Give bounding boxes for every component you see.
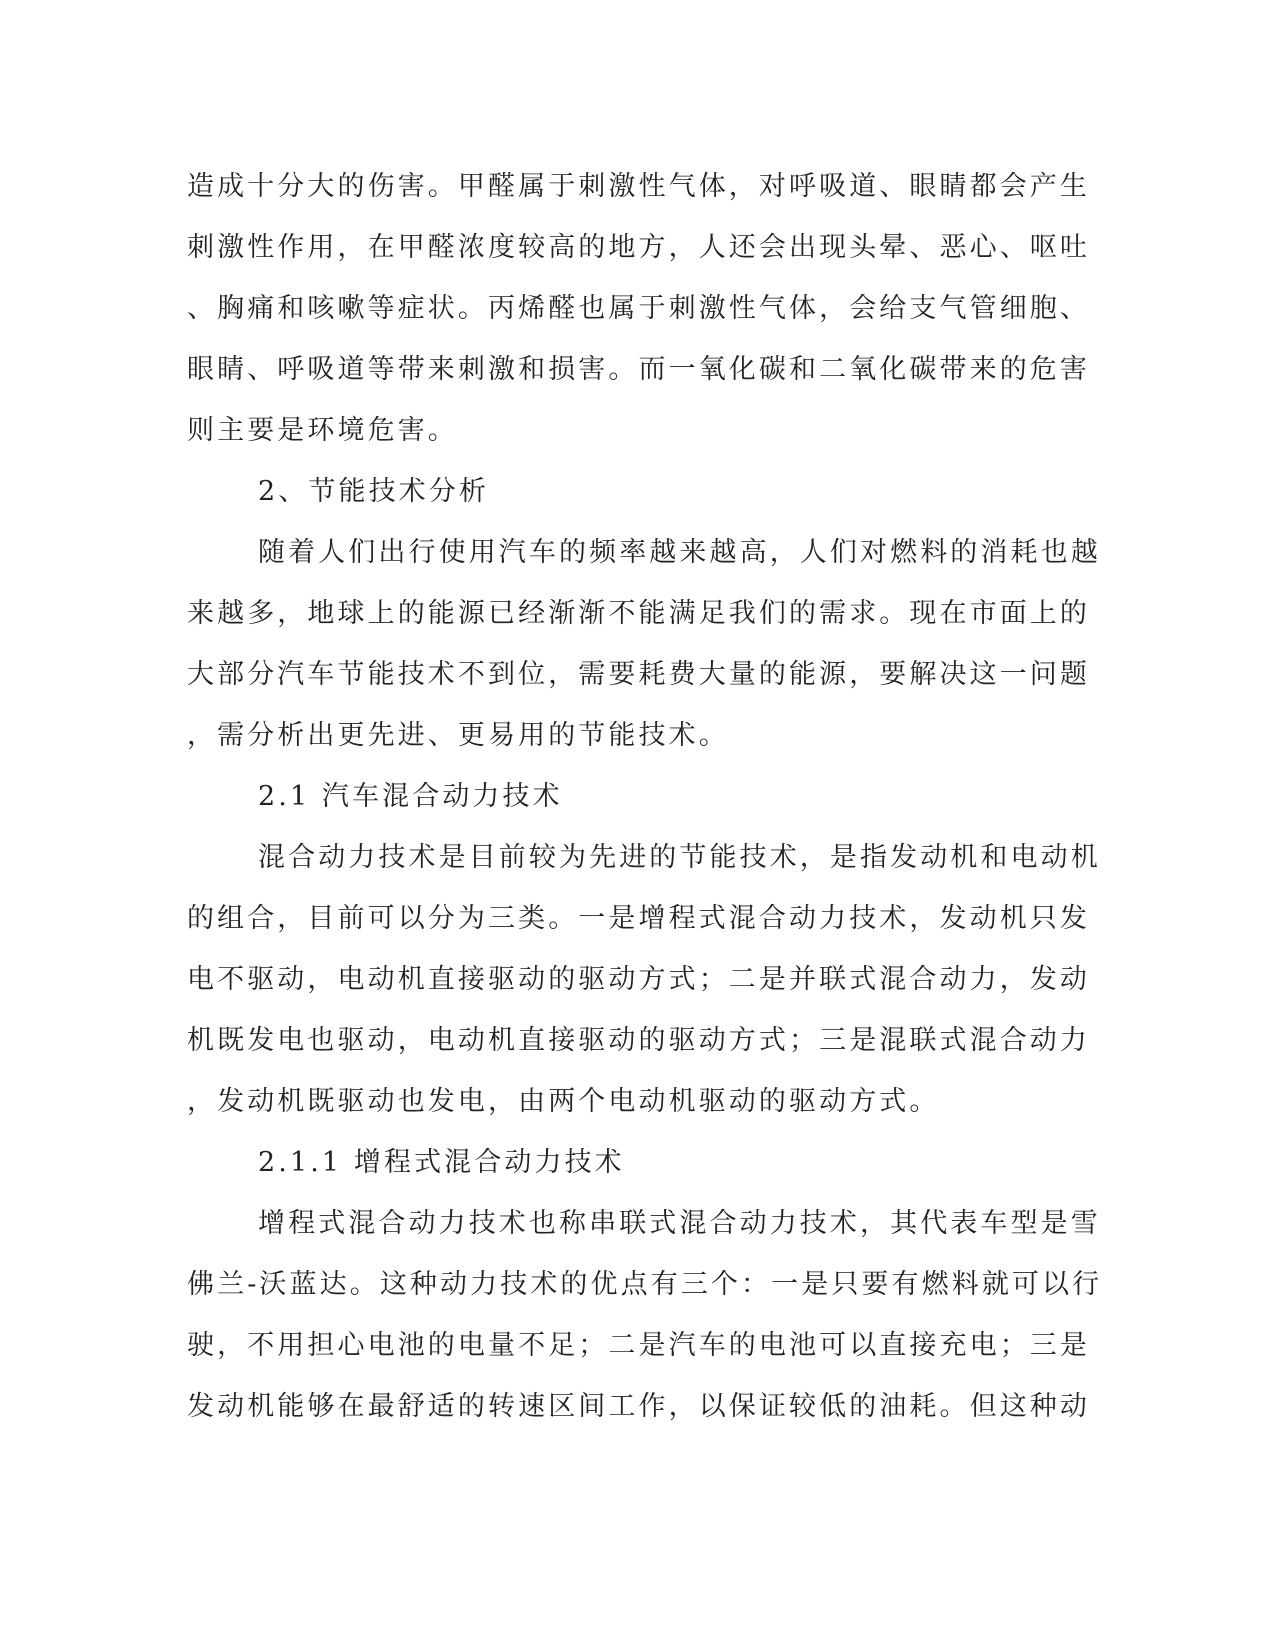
text-line: 刺激性作用，在甲醛浓度较高的地方，人还会出现头晕、恶心、呕吐 xyxy=(187,232,1090,263)
text-line: ，发动机既驱动也发电，由两个电动机驱动的驱动方式。 xyxy=(187,1086,940,1117)
text-line: 、胸痛和咳嗽等症状。丙烯醛也属于刺激性气体，会给支气管细胞、 xyxy=(187,293,1090,324)
text-line: 的组合，目前可以分为三类。一是增程式混合动力技术，发动机只发 xyxy=(187,903,1090,934)
text-line: ，需分析出更先进、更易用的节能技术。 xyxy=(187,720,729,751)
text-line: 眼睛、呼吸道等带来刺激和损害。而一氧化碳和二氧化碳带来的危害 xyxy=(187,354,1090,385)
text-line: 则主要是环境危害。 xyxy=(187,415,458,446)
text-line: 驶，不用担心电池的电量不足；二是汽车的电池可以直接充电；三是 xyxy=(187,1330,1090,1361)
text-line: 大部分汽车节能技术不到位，需要耗费大量的能源，要解决这一问题 xyxy=(187,659,1090,690)
text-line: 造成十分大的伤害。甲醛属于刺激性气体，对呼吸道、眼睛都会产生 xyxy=(187,171,1090,202)
subsubsection-heading: 2.1.1 增程式混合动力技术 xyxy=(258,1147,625,1178)
text-line: 机既发电也驱动，电动机直接驱动的驱动方式；三是混联式混合动力 xyxy=(187,1025,1090,1056)
subsection-heading: 2.1 汽车混合动力技术 xyxy=(258,781,563,812)
text-line: 发动机能够在最舒适的转速区间工作，以保证较低的油耗。但这种动 xyxy=(187,1391,1090,1422)
paragraph-first-line: 随着人们出行使用汽车的频率越来越高，人们对燃料的消耗也越 xyxy=(258,537,1101,568)
document-body xyxy=(187,156,1103,1437)
text-line: 来越多，地球上的能源已经渐渐不能满足我们的需求。现在市面上的 xyxy=(187,598,1090,629)
text-line: 电不驱动，电动机直接驱动的驱动方式；二是并联式混合动力，发动 xyxy=(187,964,1090,995)
paragraph-first-line: 增程式混合动力技术也称串联式混合动力技术，其代表车型是雪 xyxy=(258,1208,1101,1239)
section-heading: 2、节能技术分析 xyxy=(258,476,489,507)
text-line: 佛兰-沃蓝达。这种动力技术的优点有三个：一是只要有燃料就可以行 xyxy=(187,1269,1103,1300)
paragraph-first-line: 混合动力技术是目前较为先进的节能技术，是指发动机和电动机 xyxy=(258,842,1101,873)
